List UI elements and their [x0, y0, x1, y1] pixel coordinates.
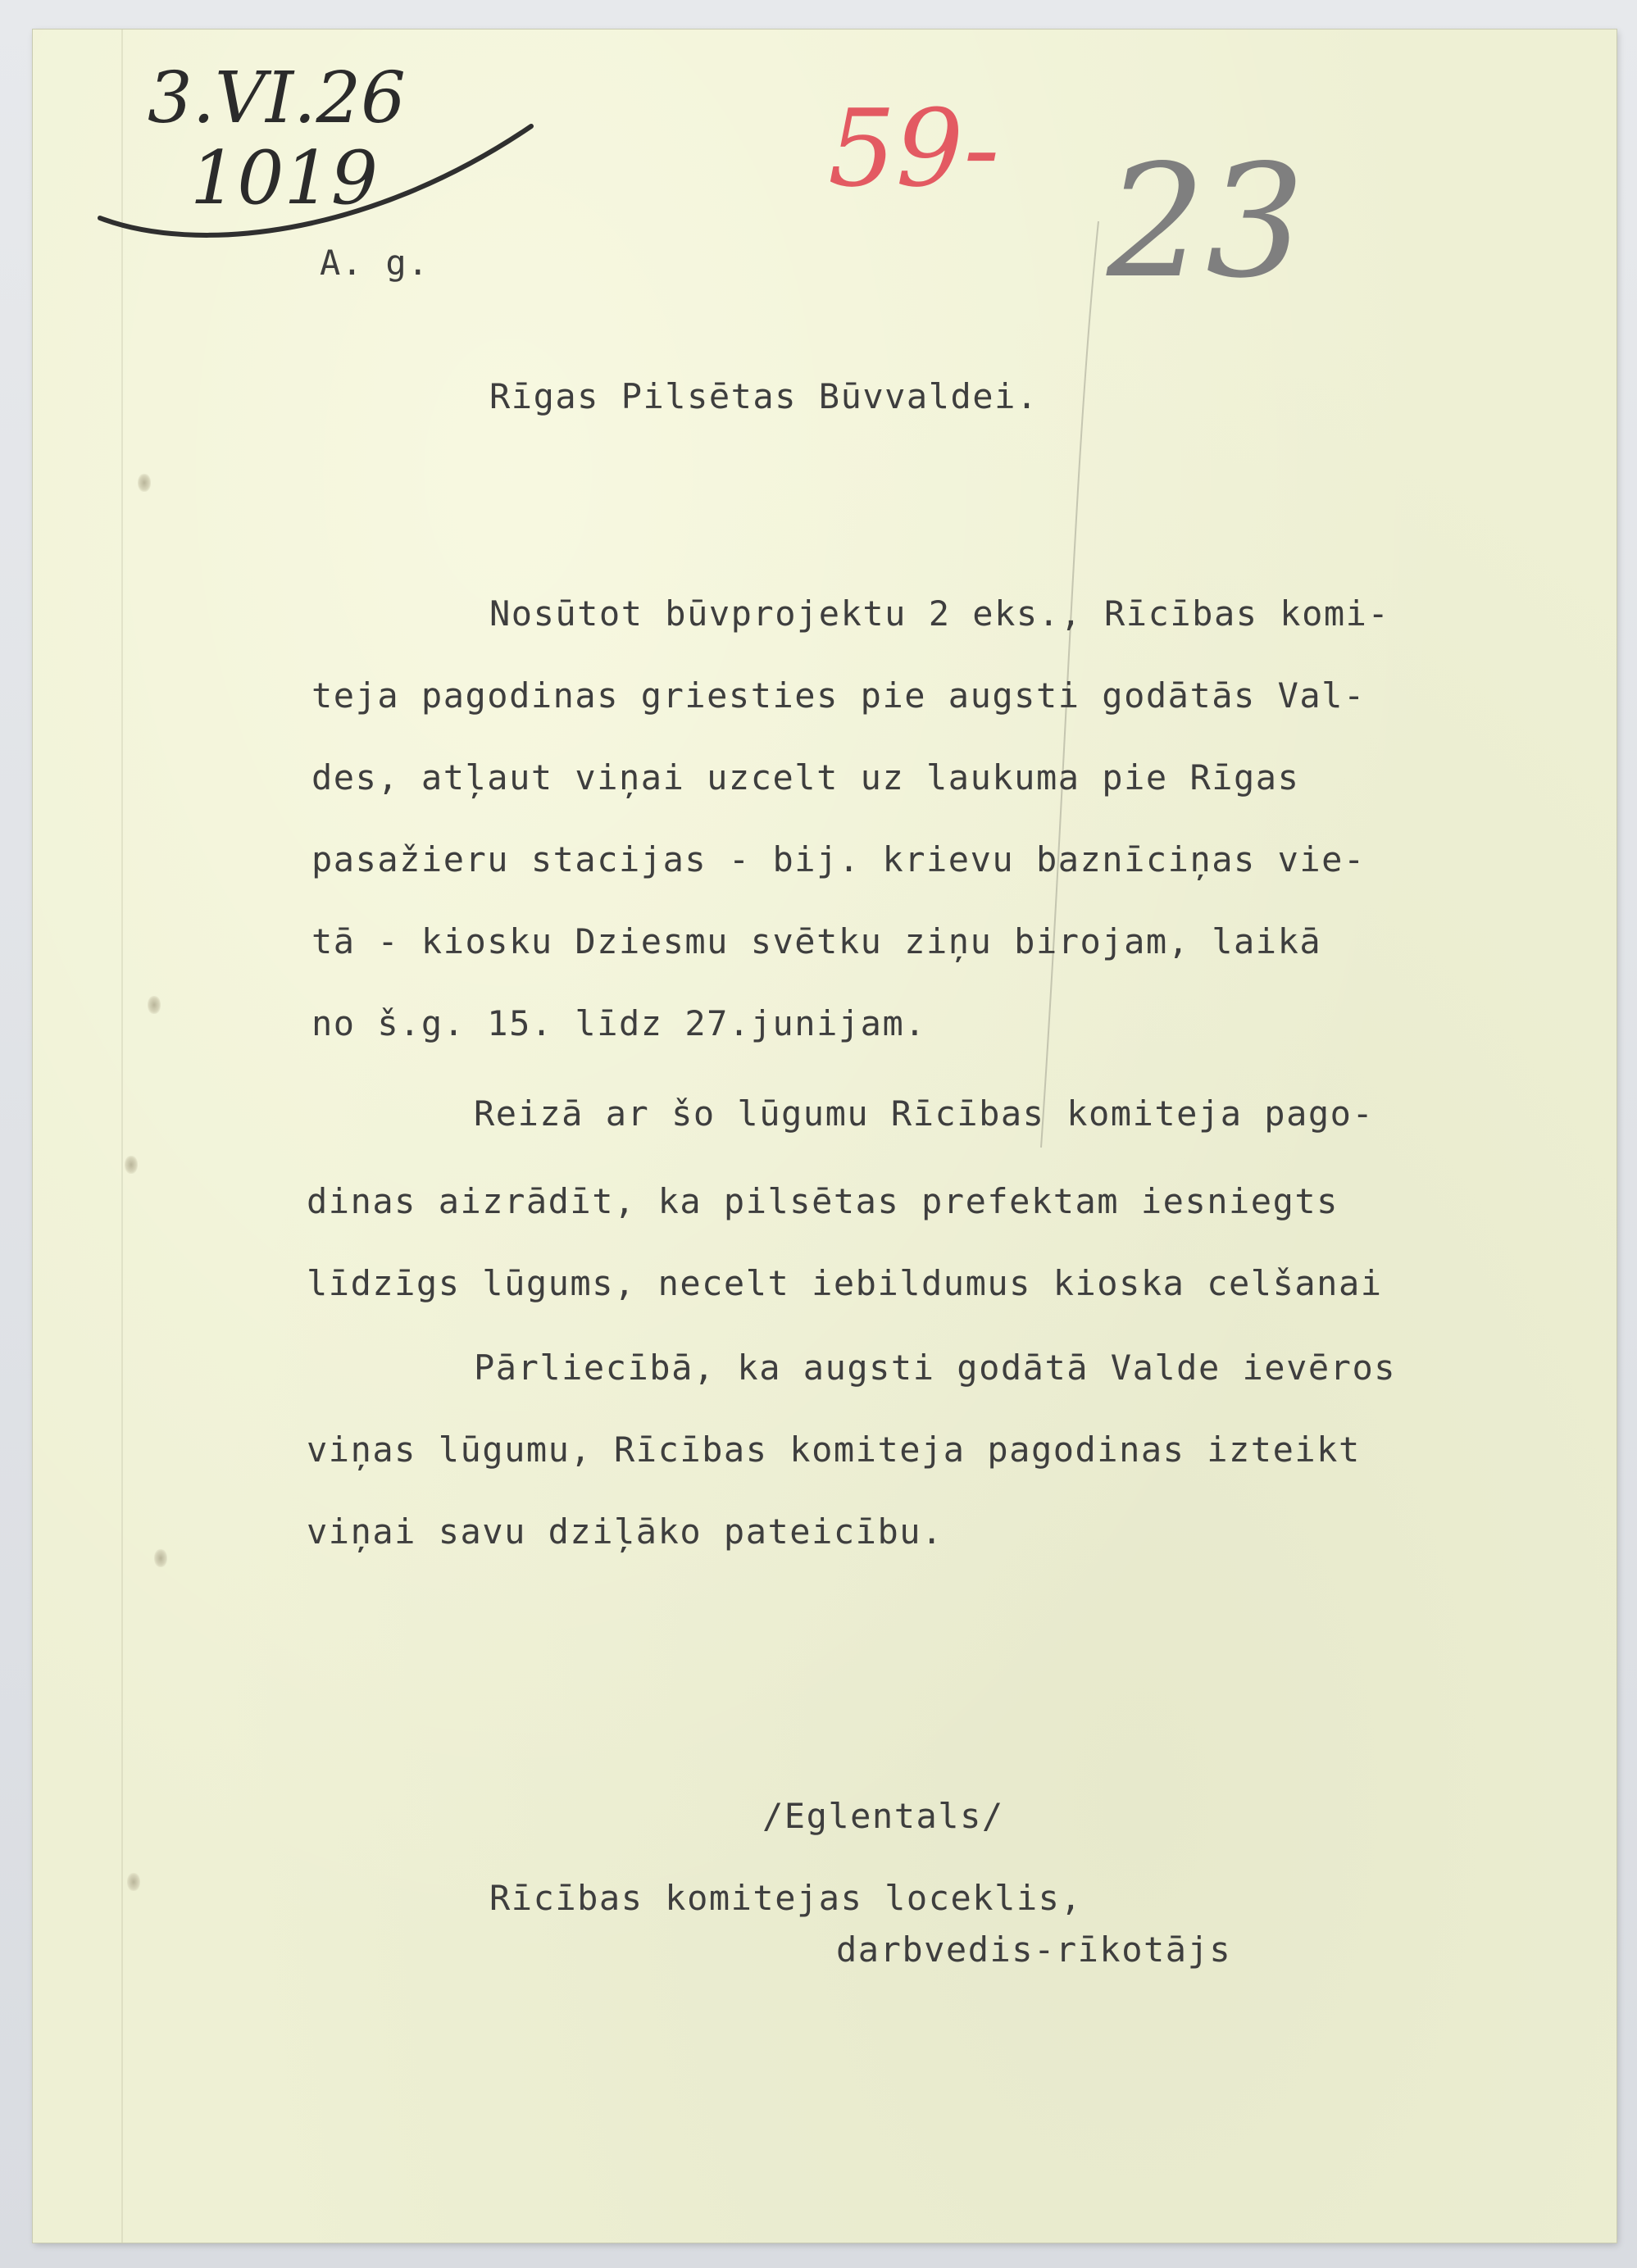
addressee-line: Rīgas Pilsētas Būvvaldei.	[489, 376, 1039, 416]
paper-fold-line	[121, 30, 123, 2243]
body-line: Nosūtot būvprojektu 2 eks., Rīcības komi-	[489, 593, 1390, 634]
body-line: viņas lūgumu, Rīcības komiteja pagodinas izteikt	[307, 1429, 1361, 1470]
body-line: no š.g. 15. līdz 27.junijam.	[311, 1003, 927, 1043]
body-line: viņai savu dziļāko pateicību.	[307, 1511, 944, 1552]
punch-hole	[138, 474, 151, 492]
body-line: pasažieru stacijas - bij. krievu baznīciņas vie-	[311, 839, 1366, 879]
punch-hole	[127, 1873, 140, 1891]
signature-name: /Eglentals/	[762, 1796, 1004, 1836]
signature-title: Rīcības komitejas loceklis,	[489, 1878, 1083, 1918]
pencil-number: 23	[1107, 131, 1305, 312]
punch-hole	[125, 1156, 138, 1174]
body-line: tā - kiosku Dziesmu svētku ziņu birojam, laikā	[311, 921, 1322, 961]
punch-hole	[148, 996, 161, 1014]
signature-title: darbvedis-rīkotājs	[836, 1929, 1232, 1970]
body-line: līdzīgs lūgums, necelt iebildumus kioska celšanai	[307, 1263, 1383, 1303]
punch-hole	[154, 1549, 167, 1567]
red-ink-number: 59-	[828, 86, 1000, 211]
body-line: des, atļaut viņai uzcelt uz laukuma pie Rīgas	[311, 757, 1300, 798]
body-line: teja pagodinas griesties pie augsti godātās Val-	[311, 675, 1366, 716]
body-line: Reizā ar šo lūgumu Rīcības komiteja pago-	[474, 1093, 1375, 1134]
body-line: dinas aizrādīt, ka pilsētas prefektam iesniegts	[307, 1181, 1339, 1221]
body-line: Pārliecībā, ka augsti godātā Valde ievēros	[474, 1348, 1397, 1388]
handwritten-underline-stroke	[97, 115, 539, 246]
reference-code: A. g.	[320, 243, 430, 283]
handwritten-date: 3.VI.26	[148, 57, 406, 139]
handwritten-number: 1019	[190, 135, 379, 221]
